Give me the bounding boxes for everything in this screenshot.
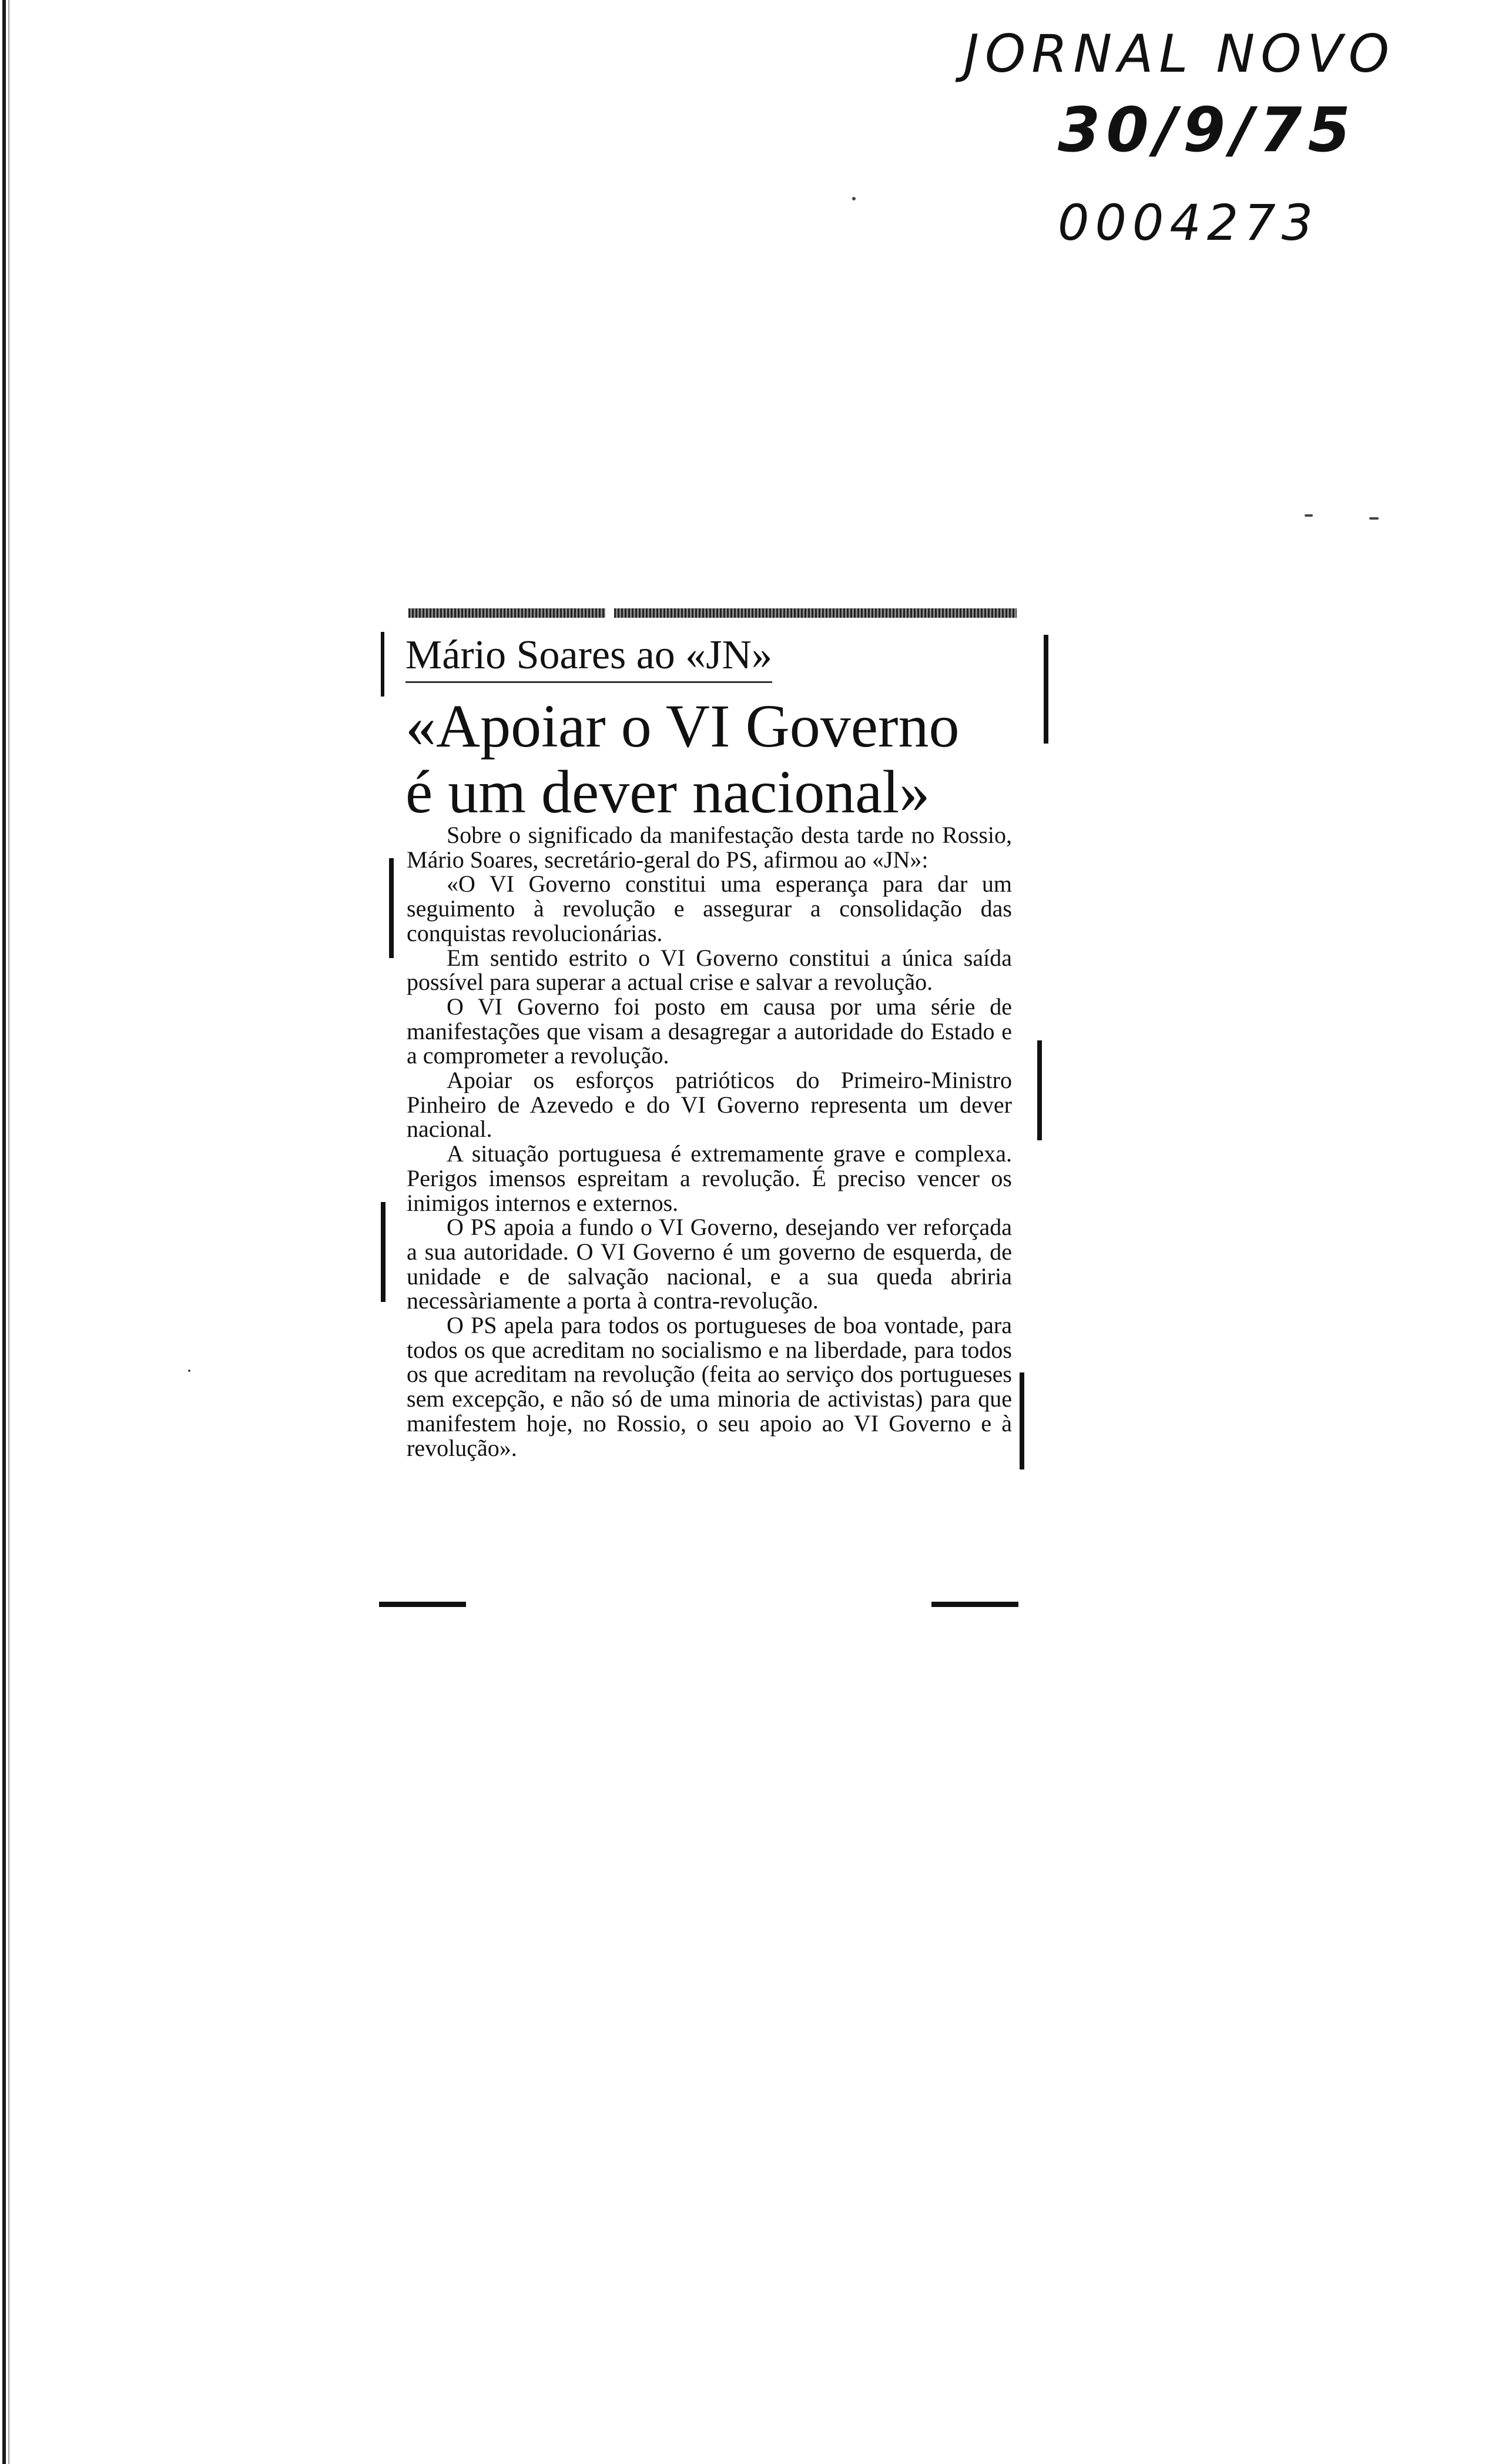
scan-speck	[1369, 517, 1379, 520]
handwritten-date: 30/9/75	[1058, 94, 1356, 166]
margin-mark	[381, 1202, 386, 1302]
scan-speck	[188, 1370, 190, 1372]
margin-mark	[381, 632, 384, 697]
closing-rule-left	[379, 1602, 466, 1607]
handwritten-source: JORNAL NOVO	[964, 24, 1395, 84]
margin-mark	[1037, 1040, 1042, 1140]
margin-mark	[1044, 635, 1048, 744]
headline-line-1: «Apoiar o VI Governo	[405, 692, 960, 760]
paragraph: O PS apela para todos os portugueses de boa vontade, para todos os que acreditam no socialismo e na liberdade, para todos os que acreditam na revolução (feita ao serviço dos portugueses sem excepção, e não só de uma minoria de activistas) para que manifestem hoje, no Rossio, o seu apoio ao VI Governo e à revolução».	[407, 1312, 1012, 1461]
paragraph: Em sentido estrito o VI Governo constitui a única saída possível para superar a actual crise e salvar a revolução.	[407, 944, 1012, 996]
paragraph: «O VI Governo constitui uma esperança para dar um seguimento à revolução e assegurar a consolidação das conquistas revolucionárias.	[407, 871, 1012, 946]
article-headline	[405, 694, 960, 825]
paragraph: O PS apoia a fundo o VI Governo, desejando ver reforçada a sua autoridade. O VI Governo é um governo de esquerda, de unidade e de salvação nacional, e a sua queda abriria necessàriamente a porta à contra-revolução.	[407, 1214, 1012, 1314]
margin-mark	[1020, 1372, 1024, 1469]
header-rule-right	[614, 608, 1017, 618]
margin-mark	[389, 858, 394, 958]
article-kicker: Mário Soares ao «JN»	[405, 632, 772, 683]
scan-speck	[1305, 514, 1313, 517]
headline-line-2: é um dever nacional»	[405, 758, 930, 826]
scan-speck	[852, 197, 856, 200]
handwritten-archive-number: 0004273	[1058, 194, 1319, 252]
scanner-edge-shadow	[2, 0, 6, 2464]
scanner-edge-line	[8, 0, 9, 2464]
paragraph: A situação portuguesa é extremamente grave e complexa. Perigos imensos espreitam a revolução. É preciso vencer os inimigos internos e externos.	[407, 1140, 1012, 1216]
paragraph: Sobre o significado da manifestação desta tarde no Rossio, Mário Soares, secretário-geral do PS, afirmou ao «JN»:	[407, 822, 1012, 873]
article-body	[407, 823, 1012, 1460]
header-rule-left	[408, 608, 605, 618]
paragraph: O VI Governo foi posto em causa por uma série de manifestações que visam a desagregar a autoridade do Estado e a comprometer a revolução.	[407, 993, 1012, 1069]
paragraph: Apoiar os esforços patrióticos do Primeiro-Ministro Pinheiro de Azevedo e do VI Governo representa um dever nacional.	[407, 1067, 1012, 1143]
closing-rule-right	[931, 1602, 1018, 1607]
